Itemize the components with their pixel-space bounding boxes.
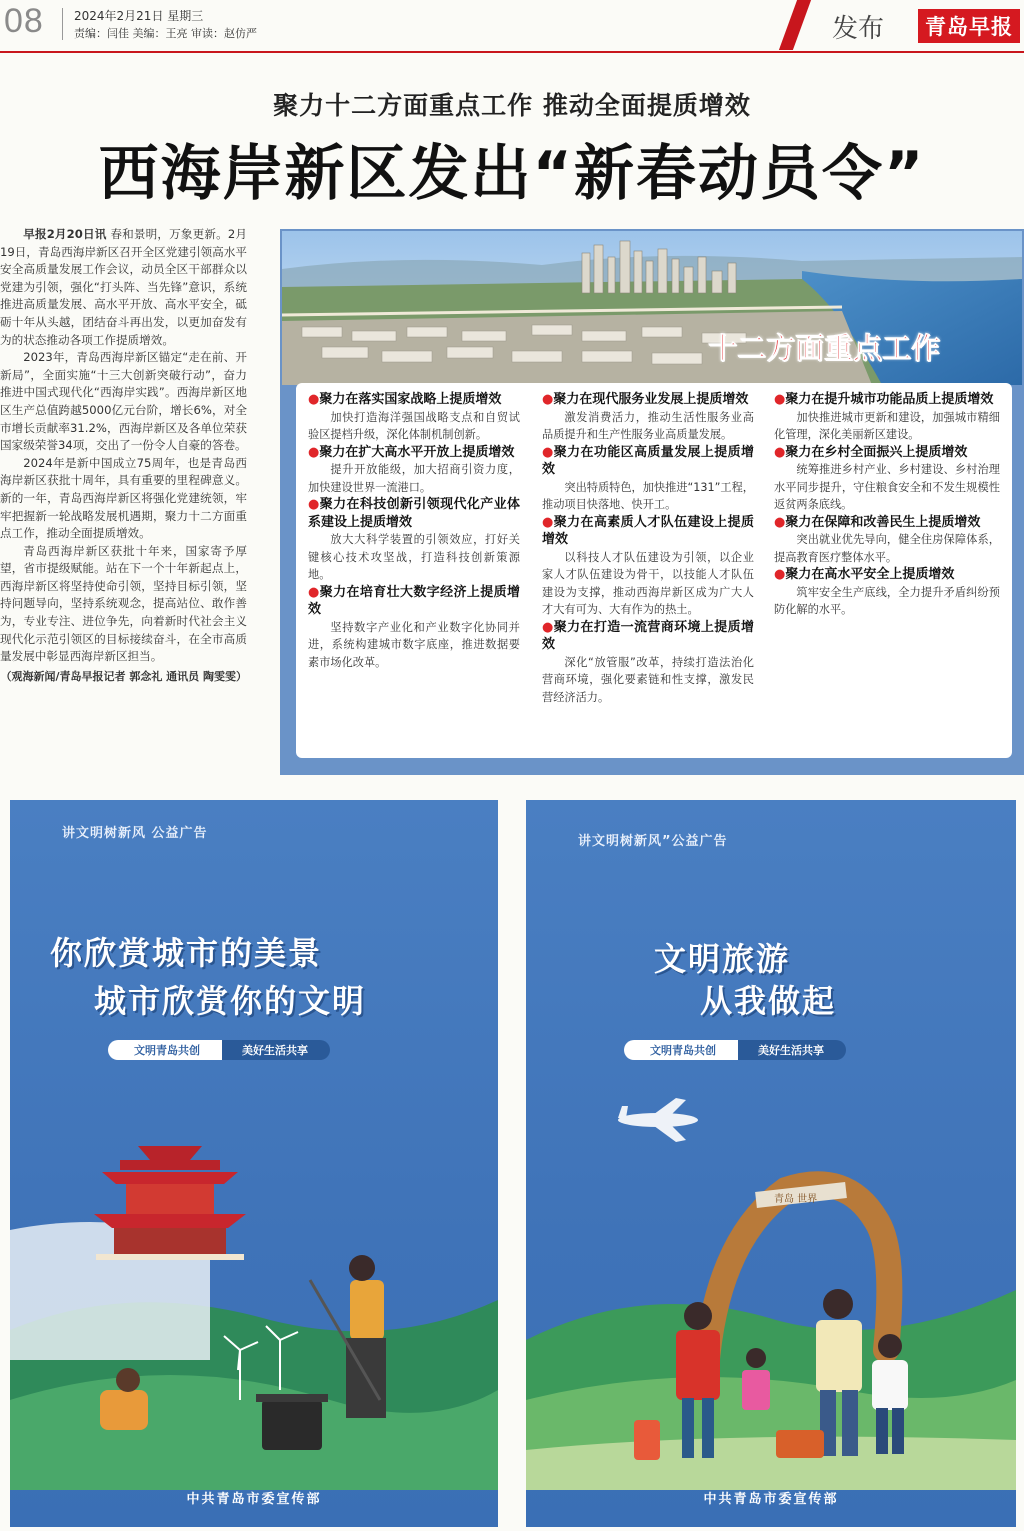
main-headline: 西海岸新区发出“新春动员令” (98, 139, 926, 209)
item-body: 以科技人才队伍建设为引领，以企业家人才队伍建设为骨干，以技能人才队伍建设为支撑，推动西海岸新区成为广大人才大有可为、大有作为的热土。 (542, 550, 754, 616)
item-heading: 聚力在扩大高水平开放上提质增效 (319, 444, 515, 460)
feature-column-2 (542, 391, 754, 706)
item-body: 突出特质特色，加快推进“131”工程，推动项目快落地、快开工。 (542, 480, 754, 511)
article-dateline: 早报2月20日讯 (23, 227, 107, 241)
item-heading: 聚力在打造一流营商环境上提质增效 (542, 619, 754, 652)
article-paragraph-3: 2024年是新中国成立75周年，也是青岛西海岸新区获批十周年，具有重要的里程碑意义。新的一年，青岛西海岸新区将强化党建统领，牢牢把握新一轮战略发展机遇期，聚力十二方面重点工作，推动全面提质增效。 (0, 455, 247, 541)
header-rule (0, 51, 1024, 53)
article-paragraph-4: 青岛西海岸新区获批十年来，国家寄予厚望，省市提级赋能。站在下一个十年新起点上，西海岸新区将坚持使命引领，坚持目标引领，坚持问题导向，坚持系统观念，提高站位、敢作善为，专业专注、进位争先，向着新时代社会主义现代化示范引领区的目标接续奋斗，在全市高质量发展中彰显西海岸新区担当。 (0, 543, 247, 664)
article-text-1: 春和景明，万象更新。2月19日，青岛西海岸新区召开全区党建引领高水平安全高质量发展工作会议，动员全区干部群众以党建为引领，强化“打头阵、当先锋”意识，系统推进高质量发展、高水平开放、高水平安全，砥砺十年从头越，团结奋斗再出发，以更加奋发有为的状态推动各项工作提质增效。 (0, 227, 248, 347)
poster-publisher: 中共青岛市委宣传部 (186, 1492, 322, 1507)
public-service-poster-left (10, 800, 498, 1527)
news-article (0, 226, 247, 685)
poster-publisher: 中共青岛市委宣传部 (703, 1492, 839, 1507)
item-heading: 聚力在高素质人才队伍建设上提质增效 (542, 514, 754, 547)
article-paragraph-1 (0, 226, 247, 349)
feature-item: ●聚力在扩大高水平开放上提质增效 提升开放能级，加大招商引资力度，加快建设世界一流港口。 (308, 444, 520, 497)
item-heading: 聚力在提升城市功能品质上提质增效 (785, 392, 994, 407)
item-body: 加快推进城市更新和建设，加强城市精细化管理，深化美丽新区建设。 (774, 410, 1000, 441)
poster-slogan-pill (108, 1040, 330, 1060)
header-accent (779, 0, 811, 50)
feature-item: ●聚力在落实国家战略上提质增效 加快打造海洋强国战略支点和自贸试验区提档升级，深化体制机制创新。 (308, 391, 520, 444)
item-heading: 聚力在功能区高质量发展上提质增效 (542, 444, 754, 477)
header-divider (62, 8, 63, 40)
arch-inscription: 青岛 世界 (774, 1194, 818, 1205)
feature-column-1 (308, 391, 520, 671)
section-name: 发布 (832, 14, 885, 44)
feature-title: 十二方面重点工作 (708, 331, 941, 365)
feature-item: ●聚力在乡村全面振兴上提质增效 统筹推进乡村产业、乡村建设、乡村治理水平同步提升，守住粮食安全和不发生规模性返贫两条底线。 (774, 444, 1000, 514)
feature-item: ●聚力在现代服务业发展上提质增效 激发消费活力，推动生活性服务业高品质提升和生产性服务业高质量发展。 (542, 391, 754, 444)
item-heading: 聚力在乡村全面振兴上提质增效 (785, 444, 968, 460)
item-heading: 聚力在落实国家战略上提质增效 (319, 392, 502, 407)
public-service-poster-right (526, 800, 1016, 1527)
feature-item: ●聚力在高素质人才队伍建设上提质增效 以科技人才队伍建设为引领，以企业家人才队伍建设为骨干，以技能人才队伍建设为支撑，推动西海岸新区成为广大人才大有可为、大有作为的热土。 (542, 514, 754, 619)
article-byline: （观海新闻/青岛早报记者 郭念礼 通讯员 陶雯雯） (0, 669, 247, 683)
item-body: 突出就业优先导向，健全住房保障体系，提高教育医疗整体水平。 (774, 533, 1000, 564)
item-heading: 聚力在科技创新引领现代化产业体系建设上提质增效 (308, 497, 520, 530)
feature-item: ●聚力在高水平安全上提质增效 筑牢安全生产底线，全力提升矛盾纠纷预防化解的水平。 (774, 566, 1000, 619)
poster-tag: 讲文明树新风”公益广告 (578, 834, 728, 849)
item-body: 坚持数字产业化和产业数字化协同并进，系统构建城市数字底座，推进数据要素市场化改革。 (308, 620, 520, 669)
item-heading: 聚力在现代服务业发展上提质增效 (553, 392, 749, 407)
poster-slogan-line-2: 城市欣赏你的文明 (94, 982, 367, 1020)
newspaper-logo: 青岛早报 (918, 9, 1020, 43)
issue-date: 2024年2月21日 星期三 (74, 9, 204, 23)
item-body: 统筹推进乡村产业、乡村建设、乡村治理水平同步提升，守住粮食安全和不发生规模性返贫两条底线。 (774, 463, 1000, 511)
pill-right-text: 美好生活共享 (222, 1040, 330, 1060)
pill-right-text: 美好生活共享 (738, 1040, 846, 1060)
item-heading: 聚力在保障和改善民生上提质增效 (785, 514, 981, 530)
poster-slogan-pill (624, 1040, 846, 1060)
feature-item: ●聚力在提升城市功能品质上提质增效 加快推进城市更新和建设，加强城市精细化管理，深化美丽新区建设。 (774, 391, 1000, 444)
pill-left-text: 文明青岛共创 (108, 1040, 222, 1060)
page-number: 08 (4, 2, 44, 40)
poster-slogan-line-1: 文明旅游 (654, 940, 791, 978)
poster-slogan-line-1: 你欣赏城市的美景 (50, 934, 323, 972)
item-body: 提升开放能级，加大招商引资力度，加快建设世界一流港口。 (308, 463, 520, 494)
item-body: 深化“放管服”改革，持续打造法治化营商环境，强化要素链和性支撑，激发民营经济活力。 (542, 655, 754, 704)
item-body: 筑牢安全生产底线，全力提升矛盾纠纷预防化解的水平。 (774, 585, 1000, 616)
feature-item: ●聚力在打造一流营商环境上提质增效 深化“放管服”改革，持续打造法治化营商环境，强化要素链和性支撑，激发民营经济活力。 (542, 619, 754, 707)
feature-item: ●聚力在功能区高质量发展上提质增效 突出特质特色，加快推进“131”工程，推动项目快落地、快开工。 (542, 444, 754, 514)
article-paragraph-2: 2023年，青岛西海岸新区锚定“走在前、开新局”，全面实施“十三大创新突破行动”，奋力推进中国式现代化“西海岸实践”。西海岸新区地区生产总值跨越5000亿元台阶，增长6%，对全市增长贡献率31.2%，西海岸新区及各单位荣获国家级荣誉34项，交出了一份令人自豪的答卷。 (0, 350, 247, 453)
item-heading: 聚力在高水平安全上提质增效 (785, 567, 955, 582)
feature-card (296, 383, 1012, 758)
feature-item: ●聚力在培育壮大数字经济上提质增效 坚持数字产业化和产业数字化协同并进，系统构建城市数字底座，推进数据要素市场化改革。 (308, 584, 520, 672)
family-travel-illustration (526, 1090, 1016, 1490)
editor-credits: 责编：闫佳 美编：王亮 审读：赵仿严 (74, 27, 257, 40)
feature-column-3 (774, 391, 1000, 619)
subheadline: 聚力十二方面重点工作 推动全面提质增效 (273, 91, 751, 120)
pill-left-text: 文明青岛共创 (624, 1040, 738, 1060)
poster-slogan-line-2: 从我做起 (700, 982, 837, 1020)
item-body: 加快打造海洋强国战略支点和自贸试验区提档升级，深化体制机制创新。 (308, 410, 520, 441)
park-cleanup-illustration (10, 1100, 498, 1490)
item-body: 放大大科学装置的引领效应，打好关键核心技术攻坚战，打造科技创新策源地。 (308, 533, 520, 581)
feature-item: ●聚力在保障和改善民生上提质增效 突出就业优先导向，健全住房保障体系，提高教育医疗整体水平。 (774, 514, 1000, 567)
feature-item: ●聚力在科技创新引领现代化产业体系建设上提质增效 放大大科学装置的引领效应，打好关键核心技术攻坚战，打造科技创新策源地。 (308, 496, 520, 584)
item-body: 激发消费活力，推动生活性服务业高品质提升和生产性服务业高质量发展。 (542, 410, 754, 441)
poster-tag: 讲文明树新风 公益广告 (62, 826, 208, 841)
item-heading: 聚力在培育壮大数字经济上提质增效 (308, 584, 520, 617)
